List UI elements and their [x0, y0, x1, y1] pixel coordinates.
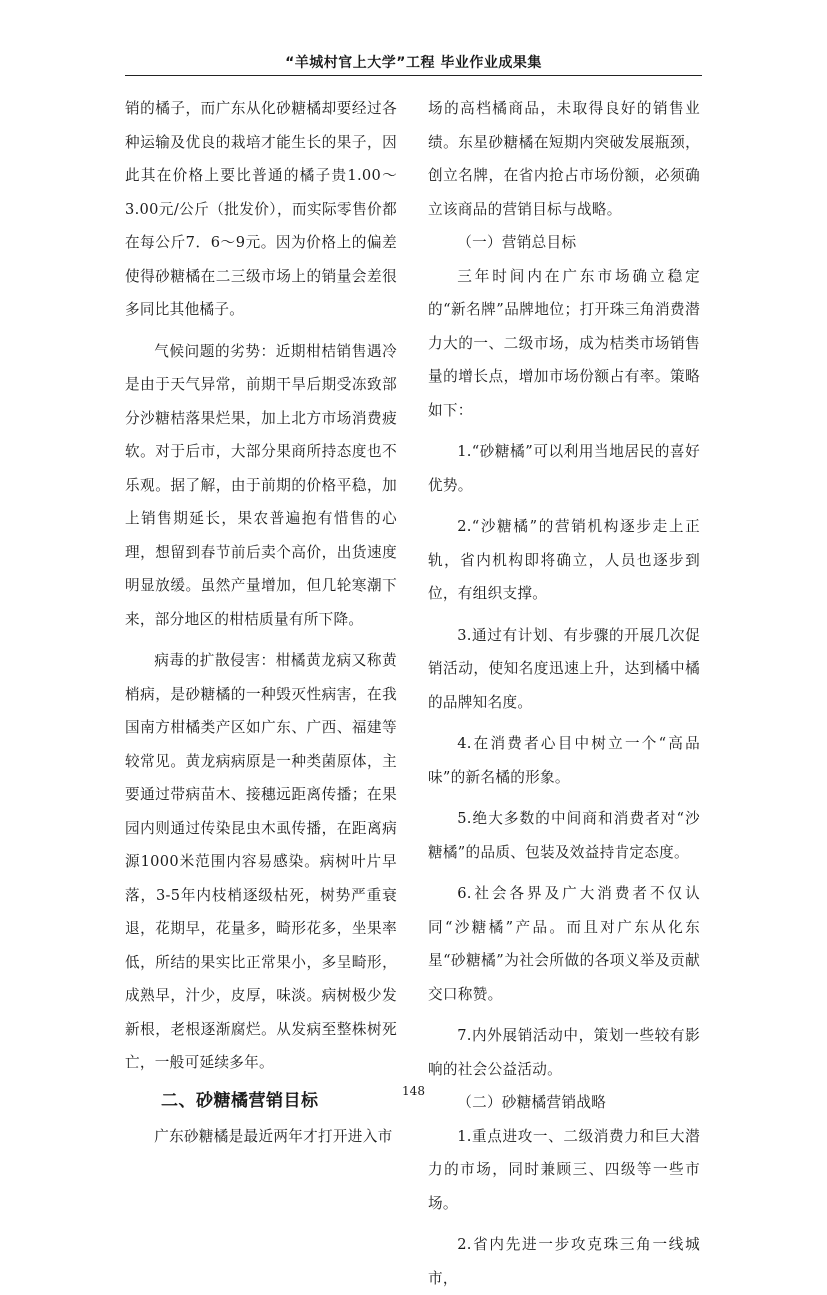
list-item: 6.社会各界及广大消费者不仅认同“沙糖橘”产品。而且对广东从化东星“砂糖橘”为社会所做的各项义举及贡献交口称赞。 — [428, 885, 700, 1003]
paragraph-disease: 病毒的扩散侵害：柑橘黄龙病又称黄梢病，是砂糖橘的一种毁灭性病害，在我国南方柑橘类产区如广东、广西、福建等较常见。黄龙病病原是一种类菌原体，主要通过带病苗木、接穗远距离传播；在果园内则通过传染昆虫木虱传播，在距离病源1000米范围内容易感染。病树叶片早落，3-5年内枝梢逐级枯死，树势严重衰退，花期早，花量多，畸形花多，坐果率低，所结的果实比正常果小，多呈畸形，成熟早，汁少，皮厚，味淡。病树极少发新根，老根逐渐腐烂。从发病至整株树死亡，一般可延续多年。 — [125, 652, 397, 1071]
page-number: 148 — [402, 1084, 425, 1098]
list-item: 2.省内先进一步攻克珠三角一线城市， — [428, 1236, 700, 1287]
paragraph-intro: 广东砂糖橘是最近两年才打开进入市 — [154, 1127, 393, 1145]
list-item: 3.通过有计划、有步骤的开展几次促销活动，使知名度迅速上升，达到橘中橘的品牌知名度。 — [428, 626, 700, 711]
list-item: 7.内外展销活动中，策划一些较有影响的社会公益活动。 — [428, 1027, 700, 1078]
subsection-heading-strategy: （二）砂糖橘营销战略 — [457, 1094, 607, 1111]
paragraph-goal: 三年时间内在广东市场确立稳定的“新名牌”品牌地位；打开珠三角消费潜力大的一、二级市场，成为桔类市场销售量的增长点，增加市场份额占有率。策略如下： — [428, 267, 700, 419]
paragraph-price-continued: 销的橘子，而广东从化砂糖橘却要经过各种运输及优良的栽培才能生长的果子，因此其在价格上要比普通的橘子贵1.00～3.00元/公斤（批发价），而实际零售价都在每公斤7．6～9元。因为价格上的偏差使得砂糖橘在二三级市场上的销量会差很多同比其他橘子。 — [125, 100, 397, 318]
section-heading: 二、砂糖橘营销目标 — [161, 1090, 319, 1111]
list-item: 4.在消费者心目中树立一个“高品味”的新名橘的形象。 — [428, 735, 700, 786]
list-item: 1.重点进攻一、二级消费力和巨大潜力的市场，同时兼顾三、四级等一些市场。 — [428, 1127, 700, 1212]
list-item: 5.绝大多数的中间商和消费者对“沙糖橘”的品质、包装及效益持肯定态度。 — [428, 810, 700, 861]
list-item: 2.“沙糖橘”的营销机构逐步走上正轨，省内机构即将确立，人员也逐步到位，有组织支撑。 — [428, 518, 700, 602]
paragraph-intro-continued: 场的高档橘商品，未取得良好的销售业绩。东星砂糖橘在短期内突破发展瓶颈，创立名牌，在省内抢占市场份额，必须确立该商品的营销目标与战略。 — [428, 100, 700, 218]
paragraph-climate: 气候问题的劣势：近期柑桔销售遇冷是由于天气异常，前期干旱后期受冻致部分沙糖桔落果烂果，加上北方市场消费疲软。对于后市，大部分果商所持态度也不乐观。据了解，由于前期的价格平稳，加上销售期延长，果农普遍抱有惜售的心理，想留到春节前后卖个高价，出货速度明显放缓。虽然产量增加，但几轮寒潮下来，部分地区的柑桔质量有所下降。 — [125, 342, 397, 628]
left-column — [125, 92, 397, 1153]
running-header: “羊城村官上大学”工程 毕业作业成果集 — [285, 55, 542, 71]
header-rule — [125, 75, 702, 76]
list-item: 1.“砂糖橘”可以利用当地居民的喜好优势。 — [428, 443, 700, 494]
right-column — [428, 92, 700, 1295]
subsection-heading-goal: （一）营销总目标 — [457, 234, 577, 251]
